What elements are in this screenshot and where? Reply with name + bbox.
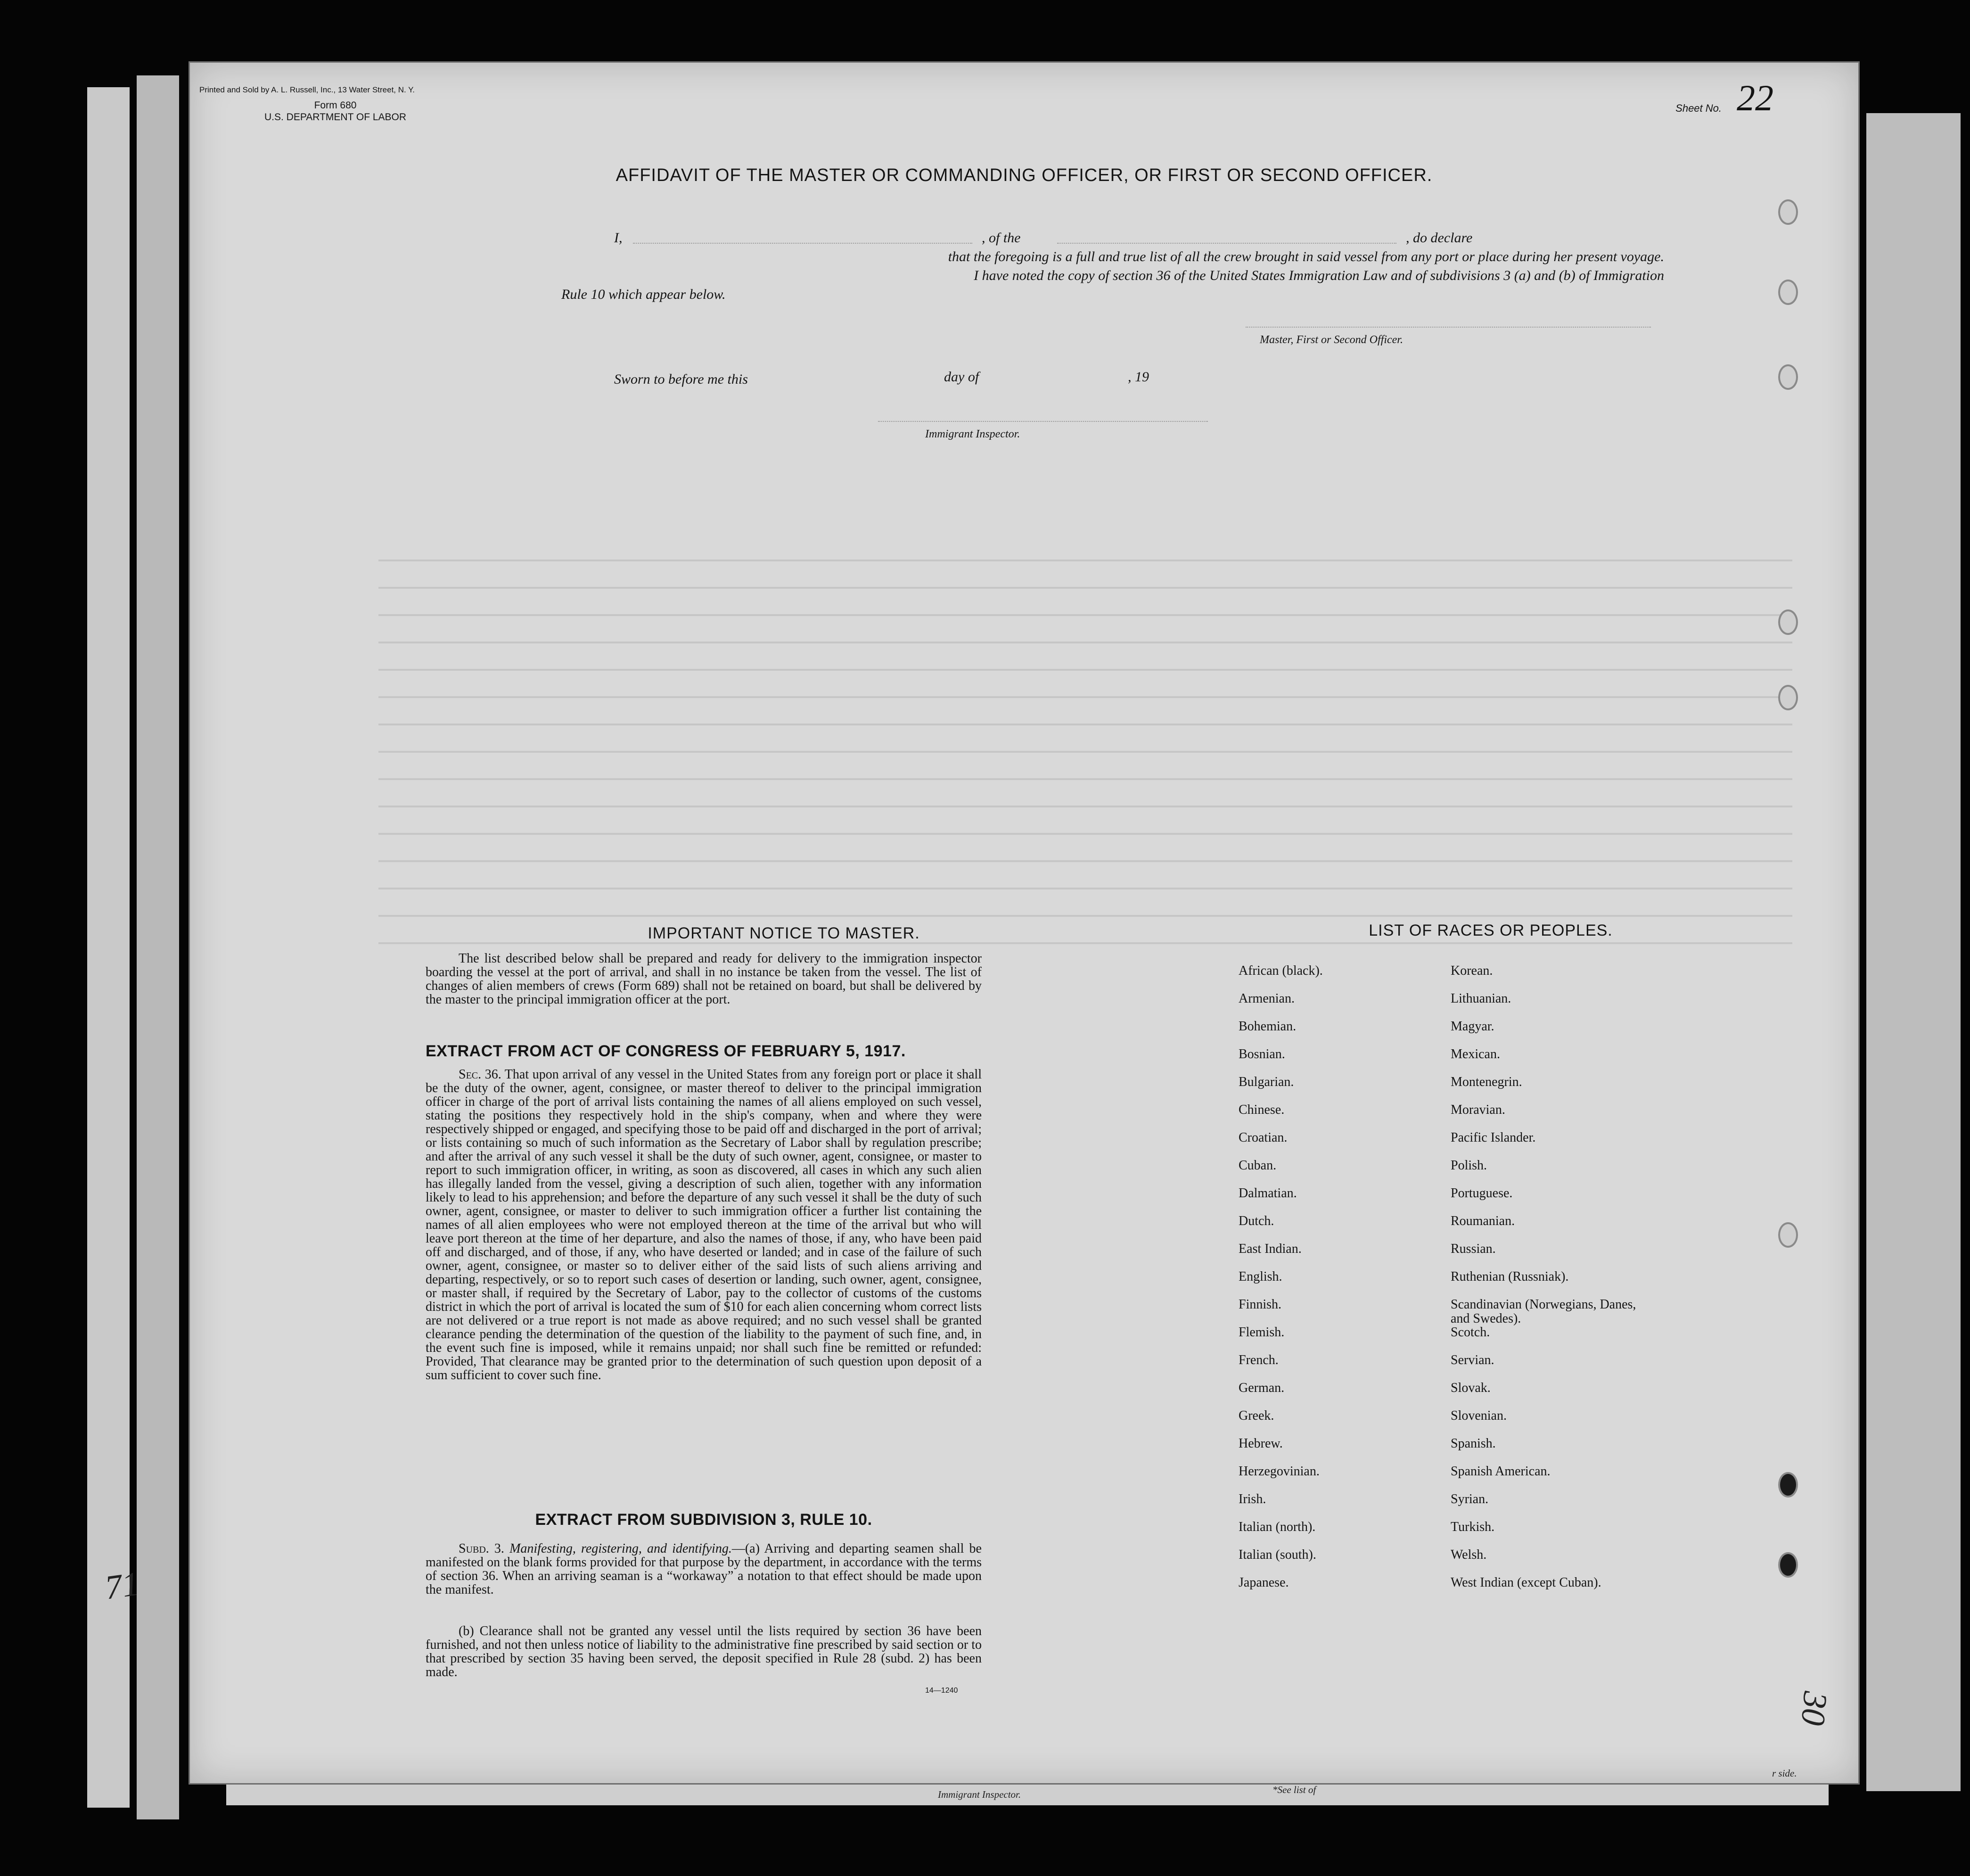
punch-hole <box>1778 1472 1798 1498</box>
race-item: Flemish. <box>1239 1325 1285 1340</box>
rule-extract-title: EXTRACT FROM SUBDIVISION 3, RULE 10. <box>535 1511 872 1529</box>
race-item: Hebrew. <box>1239 1436 1283 1451</box>
race-item: English. <box>1239 1269 1282 1284</box>
race-item: East Indian. <box>1239 1242 1302 1256</box>
rule-extract-part-b <box>426 1624 982 1679</box>
race-item: Montenegrin. <box>1451 1075 1522 1089</box>
subdivision-label: Subd. 3. <box>459 1541 504 1556</box>
race-item: Turkish. <box>1451 1520 1495 1534</box>
race-item: Greek. <box>1239 1408 1274 1423</box>
race-item: Spanish American. <box>1451 1464 1551 1479</box>
punch-hole <box>1778 685 1798 710</box>
margin-note-left: 71 <box>102 1564 142 1607</box>
race-item: Moravian. <box>1451 1103 1505 1117</box>
race-item: Dutch. <box>1239 1214 1274 1228</box>
printer-imprint: Printed and Sold by A. L. Russell, Inc., 13 Water Street, N. Y. <box>199 85 415 94</box>
race-item: Finnish. <box>1239 1297 1282 1312</box>
act-extract-text: That upon arrival of any vessel in the United States from any foreign port or place it shall be the duty of the owner, agent, consignee, or master thereof to deliver to the principal immigration officer in charge of the port of arrival lists containing the names of all aliens employed on such vessel, stating the positions they respectively hold in the ship's company, when and where they were respectively shipped or engaged, and specifying those to be paid off and discharged in the port of arrival; or lists containing so much of such information as the Secretary of Labor shall by regulation prescribe; and after the arrival of any such vessel it shall be the duty of such owner, agent, consignee, or master to report to such immigration officer, in writing, as soon as discovered, all cases in which any such alien has illegally landed from the vessel, giving a description of such alien, together with any information likely to lead to his apprehension; and before the departure of any such vessel it shall be the duty of such owner, agent, consignee, or master to deliver to such immigration officer a further list containing the names of all alien employees who were not employed thereon at the time of the arrival but who will leave port thereon at the time of her departure, and also the names of those, if any, who have been paid off and discharged, and of those, if any, who have deserted or landed; and in case of the failure of such owner, agent, consignee, or master so to deliver either of the said lists of such aliens arriving and departing, respectively, or so to report such cases of desertion or landing, such owner, agent, consignee, or master shall, if required by the Secretary of Labor, pay to the collector of customs of the customs district in which the port of arrival is located the sum of $10 for each alien concerning whom correct lists are not delivered or a true report is not made as above required; and no such vessel shall be granted clearance pending the determination of the question of the liability to the payment of such fine, and, in the event such fine is imposed, while it remains unpaid; nor shall such fine be remitted or refunded: Provided, That clearance may be granted prior to the determination of such question upon deposit of a sum sufficient to cover such fine. <box>426 1067 982 1382</box>
race-item: Chinese. <box>1239 1103 1285 1117</box>
race-item: Ruthenian (Russniak). <box>1451 1269 1569 1284</box>
print-code: 14—1240 <box>925 1687 958 1695</box>
subdivision-part-b-text: (b) Clearance shall not be granted any vessel until the lists required by section 36 have been furnished, and not then unless notice of liability to the administrative fine prescribed by said section or to that prescribed by section 35 having been served, the deposit specified in Rule 28 (subd. 2) has been made. <box>426 1624 982 1679</box>
margin-note-right: 30 <box>1794 1690 1835 1727</box>
inspector-caption: Immigrant Inspector. <box>925 428 1020 440</box>
footer-inspector-caption: Immigrant Inspector. <box>938 1789 1021 1800</box>
form-number-block <box>264 99 406 123</box>
race-item: Slovenian. <box>1451 1408 1507 1423</box>
footer-side: r side. <box>1772 1768 1797 1779</box>
race-item: Bulgarian. <box>1239 1075 1294 1089</box>
declaration-do-declare: , do declare <box>1406 230 1473 246</box>
race-item: Portuguese. <box>1451 1186 1513 1201</box>
races-title: LIST OF RACES OR PEOPLES. <box>1369 922 1613 939</box>
document-page <box>102 61 1860 1785</box>
underlying-page-right <box>1866 113 1961 1791</box>
race-item: Roumanian. <box>1451 1214 1515 1228</box>
department-name: U.S. DEPARTMENT OF LABOR <box>264 112 407 123</box>
race-item: Magyar. <box>1451 1019 1494 1034</box>
race-item: African (black). <box>1239 963 1323 978</box>
act-extract-body <box>426 1068 982 1382</box>
footer-see-list: *See list of <box>1272 1784 1316 1795</box>
notice-body <box>426 952 982 1006</box>
punch-hole <box>1778 1552 1798 1578</box>
underlying-page-left <box>87 87 130 1808</box>
punch-hole <box>1778 280 1798 305</box>
race-item: Servian. <box>1451 1353 1494 1367</box>
subdivision-part-a-text: —(a) Arriving and departing seamen shall be manifested on the blank forms provided for that purpose by the department, in accordance with the terms of section 36. When an arriving seaman is a “workaway” a notation to that effect should be made upon the manifest. <box>426 1541 982 1597</box>
declaration-line-4: Rule 10 which appear below. <box>561 287 726 302</box>
bleed-through-ghost-rows <box>378 534 1792 958</box>
declaration-line-2: that the foregoing is a full and true list of all the crew brought in said vessel from any port or place during her present voyage. <box>948 249 1664 264</box>
section-label: Sec. 36. <box>459 1067 501 1082</box>
notice-title: IMPORTANT NOTICE TO MASTER. <box>648 924 920 942</box>
underlying-page-left-inner <box>137 75 179 1819</box>
race-item: Polish. <box>1451 1158 1487 1173</box>
sworn-year: , 19 <box>1128 369 1149 385</box>
declaration-i: I, <box>614 230 623 246</box>
race-item: Italian (south). <box>1239 1547 1316 1562</box>
race-item: French. <box>1239 1353 1279 1367</box>
race-item: Russian. <box>1451 1242 1496 1256</box>
affidavit-title: AFFIDAVIT OF THE MASTER OR COMMANDING OFFICER, OR FIRST OR SECOND OFFICER. <box>616 165 1433 185</box>
name-blank <box>633 243 972 244</box>
race-item: Syrian. <box>1451 1492 1489 1506</box>
punch-hole <box>1778 199 1798 225</box>
race-item: Scandinavian (Norwegians, Danes, and Swedes). <box>1451 1297 1636 1326</box>
sworn-text: Sworn to before me this <box>614 371 748 387</box>
race-item: Armenian. <box>1239 991 1295 1006</box>
signature-caption: Master, First or Second Officer. <box>1260 334 1403 346</box>
race-item: Bohemian. <box>1239 1019 1297 1034</box>
race-item: Lithuanian. <box>1451 991 1511 1006</box>
rule-extract-part-a <box>426 1542 982 1596</box>
races-list-left <box>1239 964 1323 1604</box>
inspector-signature-line <box>878 421 1208 422</box>
race-item: German. <box>1239 1381 1285 1395</box>
punch-hole <box>1778 609 1798 635</box>
race-item: Croatian. <box>1239 1130 1288 1145</box>
notice-body-text: The list described below shall be prepared and ready for delivery to the immigration inspector boarding the vessel at the port of arrival, and shall in no instance be taken from the vessel. The list of changes of alien members of crews (Form 689) shall not be retained on board, but shall be delivered by the master to the principal immigration officer at the port. <box>426 951 982 1007</box>
vessel-blank <box>1057 243 1396 244</box>
race-item: Pacific Islander. <box>1451 1130 1536 1145</box>
signature-line <box>1246 327 1651 328</box>
race-item: Cuban. <box>1239 1158 1277 1173</box>
race-item: West Indian (except Cuban). <box>1451 1575 1601 1590</box>
act-extract-title: EXTRACT FROM ACT OF CONGRESS OF FEBRUARY 5, 1917. <box>426 1042 906 1060</box>
race-item: Bosnian. <box>1239 1047 1285 1061</box>
sworn-day-of: day of <box>944 369 979 385</box>
declaration-line-3: I have noted the copy of section 36 of the United States Immigration Law and of subdivisions 3 (a) and (b) of Immigration <box>974 268 1664 283</box>
sheet-number-label: Sheet No. <box>1675 102 1722 114</box>
race-item: Scotch. <box>1451 1325 1490 1340</box>
race-item: Welsh. <box>1451 1547 1487 1562</box>
declaration-of-the: , of the <box>982 230 1021 246</box>
race-item: Mexican. <box>1451 1047 1500 1061</box>
races-list-right <box>1451 964 1653 1604</box>
race-item: Slovak. <box>1451 1381 1491 1395</box>
race-item: Dalmatian. <box>1239 1186 1297 1201</box>
punch-hole <box>1778 364 1798 390</box>
form-number: Form 680 <box>314 100 357 111</box>
race-item: Irish. <box>1239 1492 1266 1506</box>
race-item: Spanish. <box>1451 1436 1496 1451</box>
punch-hole <box>1778 1222 1798 1248</box>
race-item: Korean. <box>1451 963 1493 978</box>
race-item: Italian (north). <box>1239 1520 1316 1534</box>
sheet-number-handwritten: 22 <box>1737 77 1773 118</box>
race-item: Japanese. <box>1239 1575 1289 1590</box>
subdivision-heading: Manifesting, registering, and identifying. <box>509 1541 732 1556</box>
race-item: Herzegovinian. <box>1239 1464 1320 1479</box>
